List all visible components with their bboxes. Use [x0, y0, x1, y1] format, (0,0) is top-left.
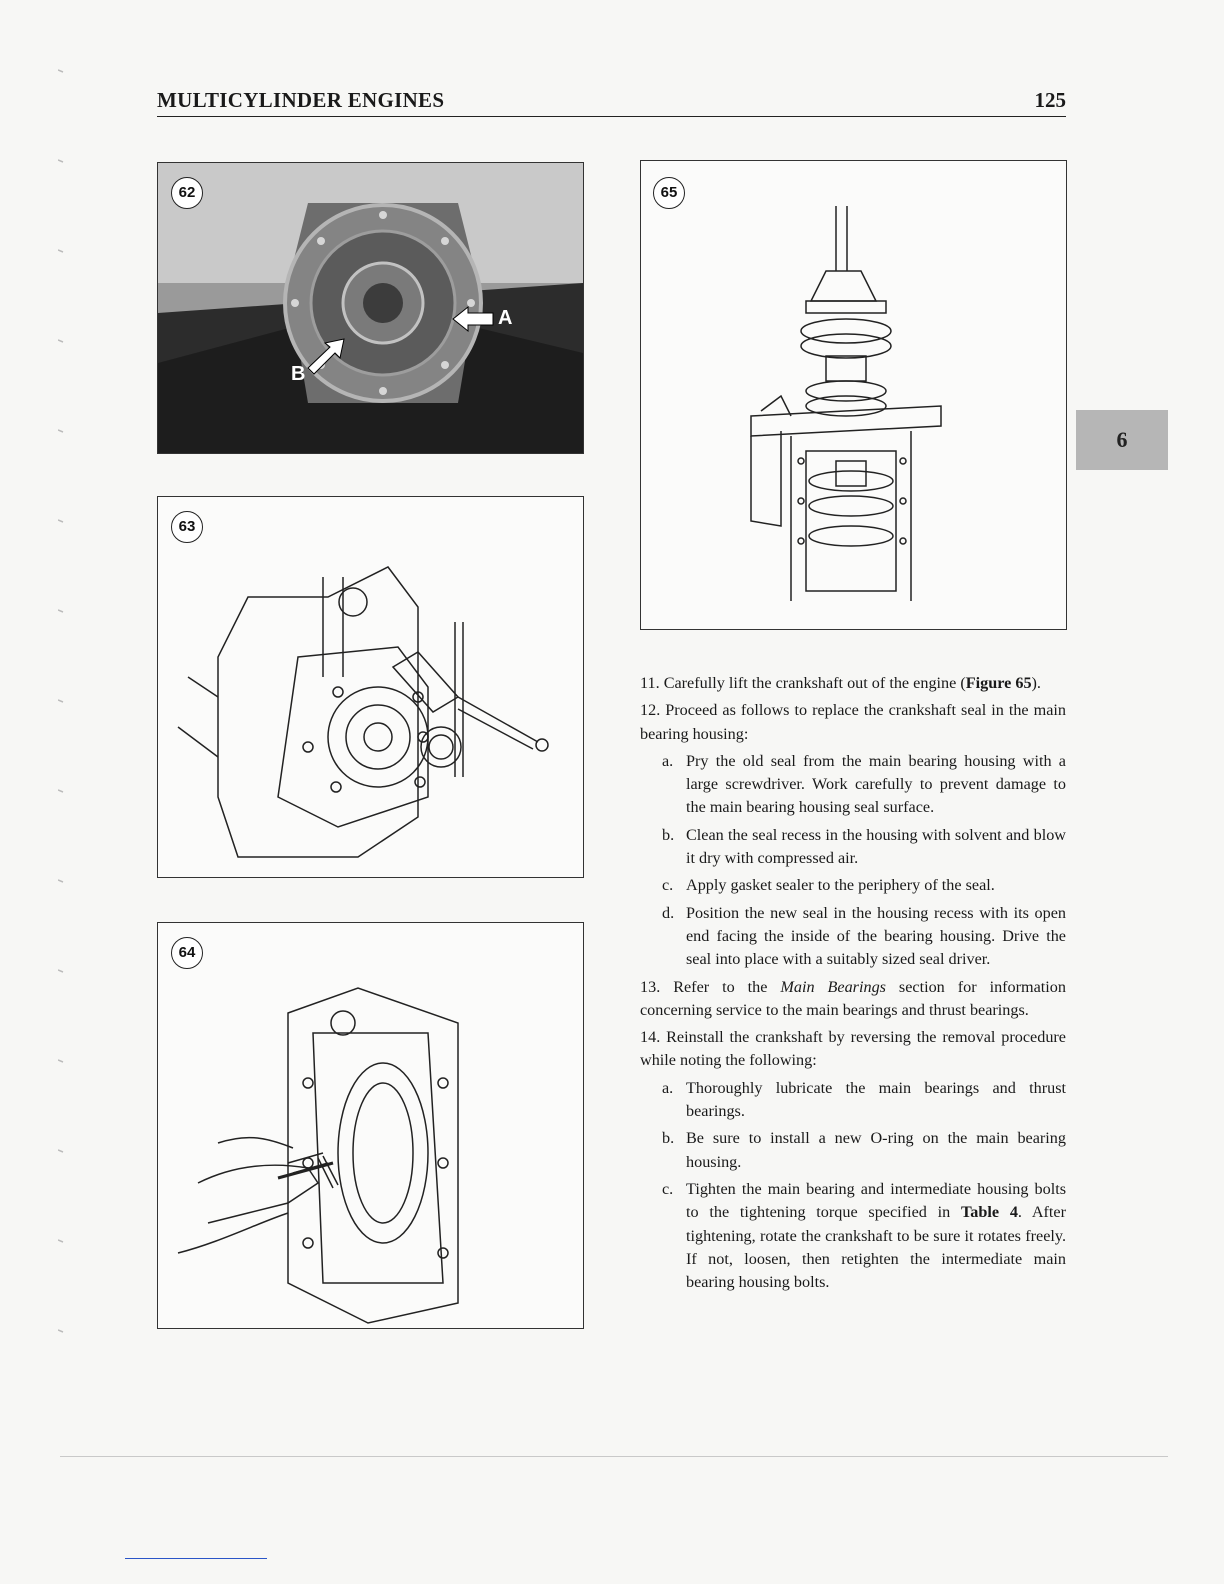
step-11	[640, 672, 1066, 695]
step-14-c-table-ref: Table 4	[960, 1203, 1018, 1222]
step-11-number: 11.	[640, 674, 660, 692]
bottom-rule	[60, 1456, 1168, 1457]
figure-62-number: 62	[171, 177, 203, 209]
figure-65-illustration	[641, 161, 1066, 629]
figure-64-illustration	[158, 923, 583, 1328]
step-14-c-label: c.	[662, 1179, 674, 1198]
figure-63-number: 63	[171, 511, 203, 543]
figure-62	[157, 162, 584, 454]
step-12-d-text: Position the new seal in the housing recess with its open end facing the inside of the bearing housing. Drive the seal into place with a suitably sized seal driver.	[686, 903, 1066, 969]
step-12-a-text: Pry the old seal from the main bearing housing with a large screwdriver. Work carefully to prevent damage to the main bearing housing seal surface.	[686, 751, 1066, 817]
step-14-text: Reinstall the crankshaft by reversing the removal procedure while noting the following:	[640, 1028, 1066, 1070]
step-11-figure-ref: Figure 65	[965, 674, 1032, 692]
step-13	[640, 976, 1066, 1023]
step-12-b-text: Clean the seal recess in the housing with solvent and blow it dry with compressed air.	[686, 825, 1066, 868]
header-title: MULTICYLINDER ENGINES	[157, 88, 445, 112]
step-13-pre: Refer to the	[673, 977, 781, 996]
body-text	[640, 672, 1066, 1298]
figure-65-number: 65	[653, 177, 685, 209]
scan-blue-line	[125, 1558, 267, 1559]
step-14-b	[640, 1127, 1066, 1174]
step-13-post: section for information concerning service to the main bearings and thrust bearings.	[640, 977, 1066, 1019]
step-12-d-label: d.	[662, 903, 675, 922]
step-11-text: Carefully lift the crankshaft out of the engine (	[663, 674, 966, 692]
page-number: 125	[1034, 88, 1066, 112]
figure-62-callout-a: A	[498, 307, 513, 329]
step-12-text: Proceed as follows to replace the crankshaft seal in the main bearing housing:	[640, 701, 1066, 743]
step-14-c-pre: Tighten the main bearing and intermediate housing bolts to the tightening torque specified in	[686, 1179, 1066, 1222]
step-14-b-label: b.	[662, 1129, 675, 1148]
step-12-number: 12.	[640, 701, 661, 720]
step-11-end: ).	[1031, 674, 1041, 692]
step-13-section-ref: Main Bearings	[780, 977, 886, 996]
step-14-b-text: Be sure to install a new O-ring on the main bearing housing.	[686, 1129, 1066, 1171]
step-14-c	[640, 1178, 1066, 1294]
figure-65	[640, 160, 1067, 630]
margin-binding-marks	[58, 40, 64, 1440]
step-12-a	[640, 750, 1066, 820]
step-14-a-label: a.	[662, 1078, 674, 1097]
step-14-c-post: . After tightening, rotate the crankshaft to be sure it rotates freely. If not, loosen, then retighten the intermediate main bearing housing bolts.	[686, 1203, 1066, 1292]
figure-64	[157, 922, 584, 1329]
step-14-a-text: Thoroughly lubricate the main bearings and thrust bearings.	[686, 1078, 1066, 1121]
figure-64-number: 64	[171, 937, 203, 969]
figure-62-photo	[158, 163, 583, 453]
chapter-tab: 6	[1076, 410, 1168, 470]
step-14	[640, 1026, 1066, 1073]
step-12	[640, 699, 1066, 746]
step-12-b-label: b.	[662, 825, 675, 844]
step-12-d	[640, 902, 1066, 972]
figure-63	[157, 496, 584, 878]
figure-62-callout-b: B	[291, 363, 306, 385]
step-14-a	[640, 1077, 1066, 1124]
page-header	[157, 88, 1066, 117]
step-13-number: 13.	[640, 977, 661, 996]
step-12-b	[640, 824, 1066, 871]
step-12-c-label: c.	[662, 876, 674, 895]
step-12-a-label: a.	[662, 751, 674, 770]
step-12-c	[640, 874, 1066, 897]
figure-63-illustration	[158, 497, 583, 877]
step-12-c-text: Apply gasket sealer to the periphery of the seal.	[686, 876, 995, 895]
step-14-number: 14.	[640, 1028, 661, 1047]
